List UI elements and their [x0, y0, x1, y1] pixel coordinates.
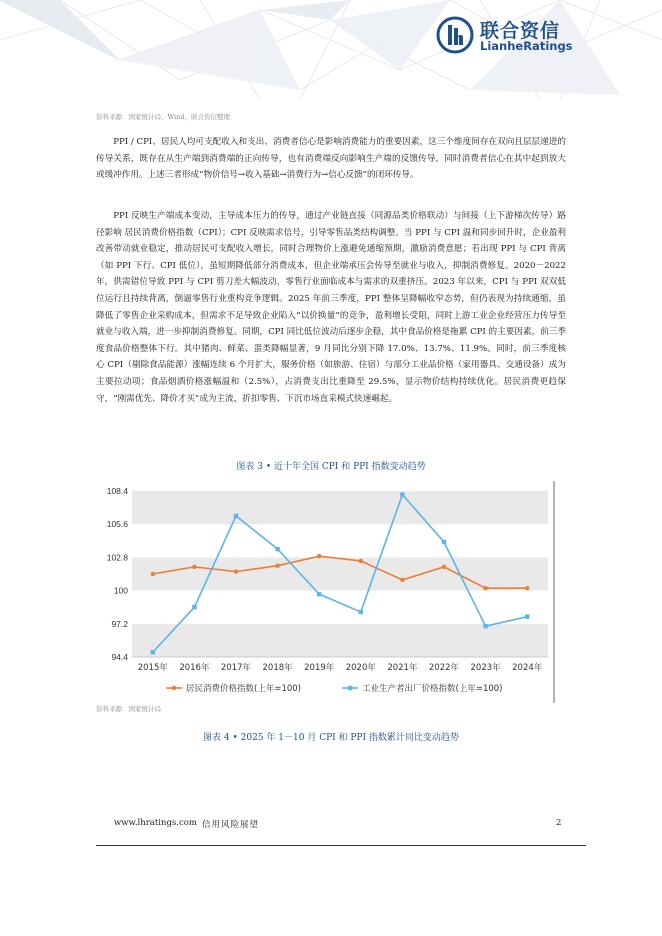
chart-y-tick-labels — [107, 486, 129, 662]
data-point — [192, 565, 196, 569]
chart-grid-band — [132, 557, 548, 590]
source-note-bottom: 资料来源：国家统计局 — [96, 705, 161, 713]
x-tick-label: 2018年 — [262, 663, 293, 673]
lianhe-logo-mark-icon — [436, 16, 474, 54]
x-tick-label: 2015年 — [137, 663, 168, 673]
data-point — [400, 578, 404, 582]
data-point — [151, 650, 155, 654]
x-tick-label: 2023年 — [470, 663, 501, 673]
paragraph-2: PPI 反映生产端成本变动，主导成本压力的传导，通过产业链直接（同源品类价格联动）与间接（上下游梯次传导）路径影响 居民消费价格指数（CPI）；CPI 反映需求信号，引导零售品类结构调整。当 PPI 与 CPI 温和同步回升时，企业盈利改善带动就业稳定，推动居民可支配收入增长，同时合理物价上涨避免通缩预期，激励消费意愿；若出现 PPI 与 CPI 背离（如 PPI 下行、CPI 低位），虽短期降低部分消费成本，但企业端承压会传导至就业与收入，抑制消费修复。2020－2022 年，供需错位导致 PPI 与 CPI 剪刀差大幅波动，零售行业面临成本与需求的双重挤压。2023 年以来，CPI 与 PPI 双双低位运行且持续背离，倒逼零售行业重构竞争逻辑。2025 年前三季度，PPI 整体呈降幅收窄态势，但仍表现为持续通缩，虽降低了零售企业采购成本，但需求不足导致企业陷入“以价换量”的竞争，盈利增长受阻，同时上游工业企业经营压力传导至就业与收入端，进一步抑制消费修复。同期，CPI 同比低位波动后逐步企稳，其中食品价格是拖累 CPI 的主要因素，前三季度食品价格整体下行。其中猪肉、鲜菜、蛋类降幅显著，9 月同比分别下降 17.0%、13.7%、11.9%。同时，前三季度核心 CPI（剔除食品能源）涨幅连续 6 个月扩大，服务价格（如旅游、住宿）与部分工业品价格（家用器具、交通设备）成为主要拉动项；食品烟酒价格涨幅温和（2.5%），占消费支出比重降至 29.5%，显示物价结构持续优化。居民消费更趋保守，“刚需优先、降价才买”成为主流，折扣零售、下沉市场直采模式快速崛起。 — [96, 211, 566, 404]
y-tick-label: 94.4 — [111, 652, 128, 662]
footer-title: 信用风险展望 — [202, 820, 260, 830]
chart-grid-band — [132, 524, 548, 557]
x-tick-label: 2017年 — [220, 663, 252, 673]
data-point — [525, 586, 529, 590]
legend-label: 居民消费价格指数(上年=100) — [186, 684, 301, 694]
data-point — [359, 610, 363, 614]
legend-label: 工业生产者出厂价格指数(上年=100) — [362, 684, 503, 694]
data-point — [525, 614, 529, 618]
y-tick-label: 105.6 — [106, 519, 128, 530]
data-point — [400, 492, 404, 496]
x-tick-label: 2024年 — [512, 663, 543, 673]
footer-divider — [96, 845, 586, 846]
data-point — [359, 559, 363, 563]
cpi-ppi-chart — [96, 481, 566, 703]
data-point — [275, 547, 279, 551]
figure-4-caption: 图表 4 • 2025 年 1－10 月 CPI 和 PPI 指数累计同比变动趋势 — [203, 733, 459, 743]
data-point — [275, 564, 279, 568]
footer-url: www.lhratings.com — [114, 818, 197, 828]
logo-chinese-name: 联合资信 — [480, 20, 561, 42]
paragraph-1: PPI / CPI、居民人均可支配收入和支出、消费者信心是影响消费能力的重要因素，这三个维度间存在双向且层层递进的传导关系，既存在从生产端到消费端的正向传导，也有消费端反向影响生产端的反馈传导，同时消费者信心在其中起到放大或缓冲作用。上述三者形成“物价信号→收入基础→消费行为→信心反馈”的闭环传导。 — [96, 137, 566, 181]
figure-3-caption: 图表 3 • 近十年全国 CPI 和 PPI 指数变动趋势 — [236, 462, 426, 472]
data-point — [317, 554, 321, 558]
data-point — [234, 569, 238, 573]
chart-legend — [166, 683, 502, 694]
chart-grid-band — [132, 491, 548, 524]
y-tick-label: 108.4 — [106, 486, 128, 496]
x-tick-label: 2019年 — [304, 663, 335, 673]
data-point — [442, 540, 446, 544]
legend-marker — [348, 686, 352, 690]
chart-grid-band — [132, 624, 548, 657]
data-point — [234, 514, 238, 518]
source-note-top: 资料来源：国家统计局、Wind，联合资信整理 — [96, 113, 230, 121]
chart-x-tick-labels — [138, 662, 543, 673]
data-point — [483, 586, 487, 590]
logo-english-name: LianheRatings — [480, 39, 573, 53]
x-tick-label: 2022年 — [428, 663, 460, 673]
y-tick-label: 97.2 — [111, 618, 128, 629]
x-tick-label: 2020年 — [345, 663, 376, 673]
lianhe-logo — [436, 14, 576, 58]
data-point — [317, 592, 321, 596]
data-point — [151, 572, 155, 576]
y-tick-label: 100 — [113, 585, 128, 596]
x-tick-label: 2021年 — [387, 663, 418, 673]
data-point — [483, 624, 487, 628]
y-tick-label: 102.8 — [106, 552, 128, 563]
x-tick-label: 2016年 — [179, 663, 210, 673]
data-point — [192, 605, 196, 609]
data-point — [442, 565, 446, 569]
page-number: 2 — [556, 818, 562, 828]
legend-marker — [172, 686, 176, 690]
